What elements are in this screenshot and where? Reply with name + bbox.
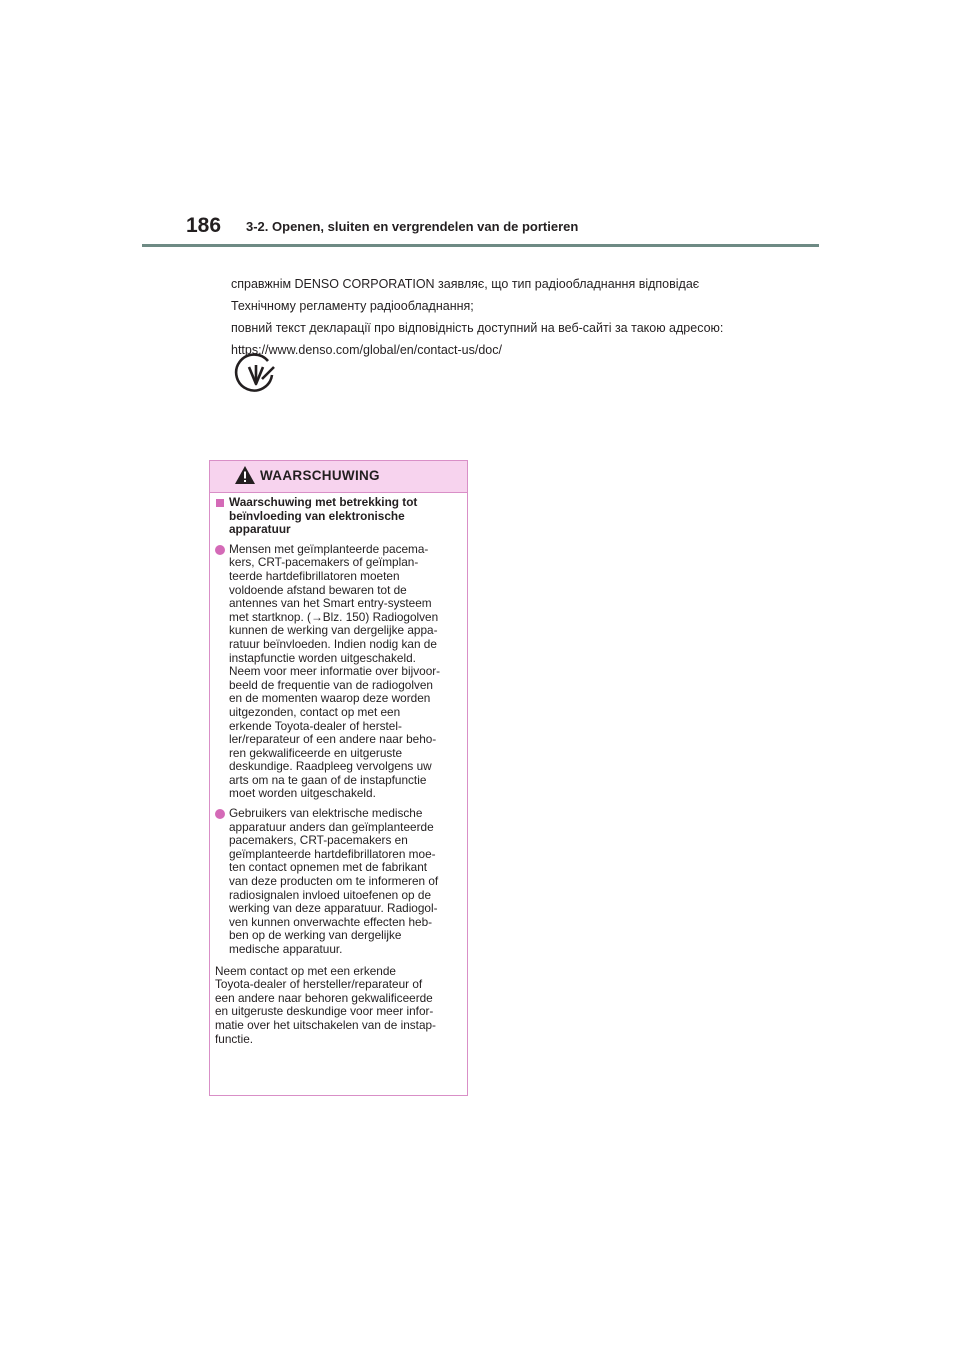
warning-closing-paragraph: Neem contact op met een erkende Toyota-dealer of hersteller/reparateur of een andere naar behoren gekwalificeerde en uitgeruste deskundige voor meer infor- matie over het uitschakelen van de instap- functie. [215,963,436,1046]
warning-box [209,460,468,1096]
warning-title: WAARSCHUWING [260,468,380,483]
page-number: 186 [186,214,222,237]
ua-declaration-line: справжнім DENSO CORPORATION заявляє, що тип радіообладнання відповідає [231,277,700,291]
warning-item-pacemakers: Mensen met geïmplanteerde pacema- kers, CRT-pacemakers of geïmplan- teerde hartdefibrillatoren moeten voldoende afstand bewaren tot de antennes van het Smart entry-systeem met startknop. (→Blz. 150) Radiogolven kunnen de werking van dergelijke appa- ratuur beïnvloeden. Indien nodig kan de instapfunctie worden uitgeschakeld. Neem voor meer informatie over bijvoor- beeld de frequentie van de radiogolven en de momenten waarop deze worden uitgezonden, contact op met een erkende Toyota-dealer of herstel- ler/reparateur of een andere naar beho- ren gekwalificeerde en uitgeruste deskundige. Raadpleeg vervolgens uw arts om na te gaan of de instapfunctie moet worden uitgeschakeld. [215,543,461,801]
warning-body [210,493,467,1046]
warning-triangle-icon [234,465,256,485]
warning-header [210,461,467,493]
ua-declaration [231,275,791,363]
square-bullet-icon [216,499,224,507]
ua-declaration-line: Технічному регламенту радіообладнання; [231,299,474,313]
section-title: 3-2. Openen, sluiten en vergrendelen van de portieren [246,219,579,234]
circle-bullet-icon [215,809,225,819]
ua-declaration-url: https://www.denso.com/global/en/contact-us/doc/ [231,343,502,357]
ukrainian-conformity-mark-icon [234,353,278,397]
warning-heading: Waarschuwing met betrekking tot beïnvloeding van elektronische apparatuur [215,496,461,537]
warning-item-medical-devices: Gebruikers van elektrische medische apparatuur anders dan geïmplanteerde pacemakers, CRT-pacemakers en geïmplanteerde hartdefibrillatoren moe- ten contact opnemen met de fabrikant van deze producten om te informeren of radiosignalen invloed uitoefenen op de werking van deze apparatuur. Radiogol- ven kunnen onverwachte effecten heb- ben op de werking van dergelijke medische apparatuur. [215,807,461,957]
circle-bullet-icon [215,545,225,555]
header-divider [142,244,819,247]
ua-declaration-line: повний текст декларації про відповідність доступний на веб-сайті за такою адресою: [231,321,724,335]
